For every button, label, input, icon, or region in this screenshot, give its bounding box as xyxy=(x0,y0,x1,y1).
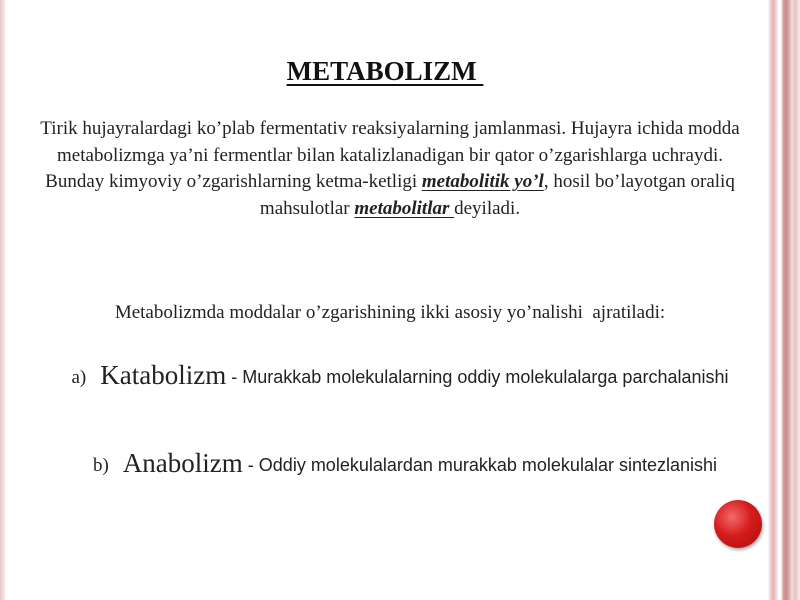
definition-paragraph xyxy=(40,116,740,222)
term-metabolitlar: metabolitlar xyxy=(354,197,455,219)
term-katabolizm: Katabolizm xyxy=(100,360,227,390)
red-circle-decoration xyxy=(714,500,762,548)
katabolizm-description: - Murakkab molekulalarning oddiy molekulalarga parchalanishi xyxy=(226,367,729,387)
list-item-anabolizm xyxy=(60,450,750,479)
left-decorative-border xyxy=(0,0,6,600)
list-marker: b) xyxy=(92,455,109,476)
right-decorative-stripes xyxy=(768,0,800,600)
paragraph-text-1: Tirik hujayralardagi ko’plab fermentativ reaksiyalarning jamlanmasi. Hujayra ichida modda metabolizmga ya’ni fermentlar bilan katalizlanadigan bir qator o’zgarishlarga uchraydi. Bunday kimyoviy o’zgarishlarning ketma-ketligi xyxy=(40,118,740,192)
slide-title: METABOLIZM xyxy=(286,56,484,86)
paragraph-text-3: deyiladi. xyxy=(454,197,521,219)
term-metabolitik-yol: metabolitik yo’l xyxy=(421,171,544,192)
list-item-katabolizm xyxy=(55,362,745,391)
list-marker: a) xyxy=(71,367,87,388)
anabolizm-description: - Oddiy molekulalardan murakkab molekulalar sintezlanishi xyxy=(242,455,718,475)
intro-sentence: Metabolizmda moddalar o’zgarishining ikki asosiy yo’nalishi ajratiladi: xyxy=(114,302,666,323)
term-anabolizm: Anabolizm xyxy=(122,448,243,478)
paragraph-text-2: , hosil bo’layotgan oraliq mahsulotlar xyxy=(259,171,735,219)
